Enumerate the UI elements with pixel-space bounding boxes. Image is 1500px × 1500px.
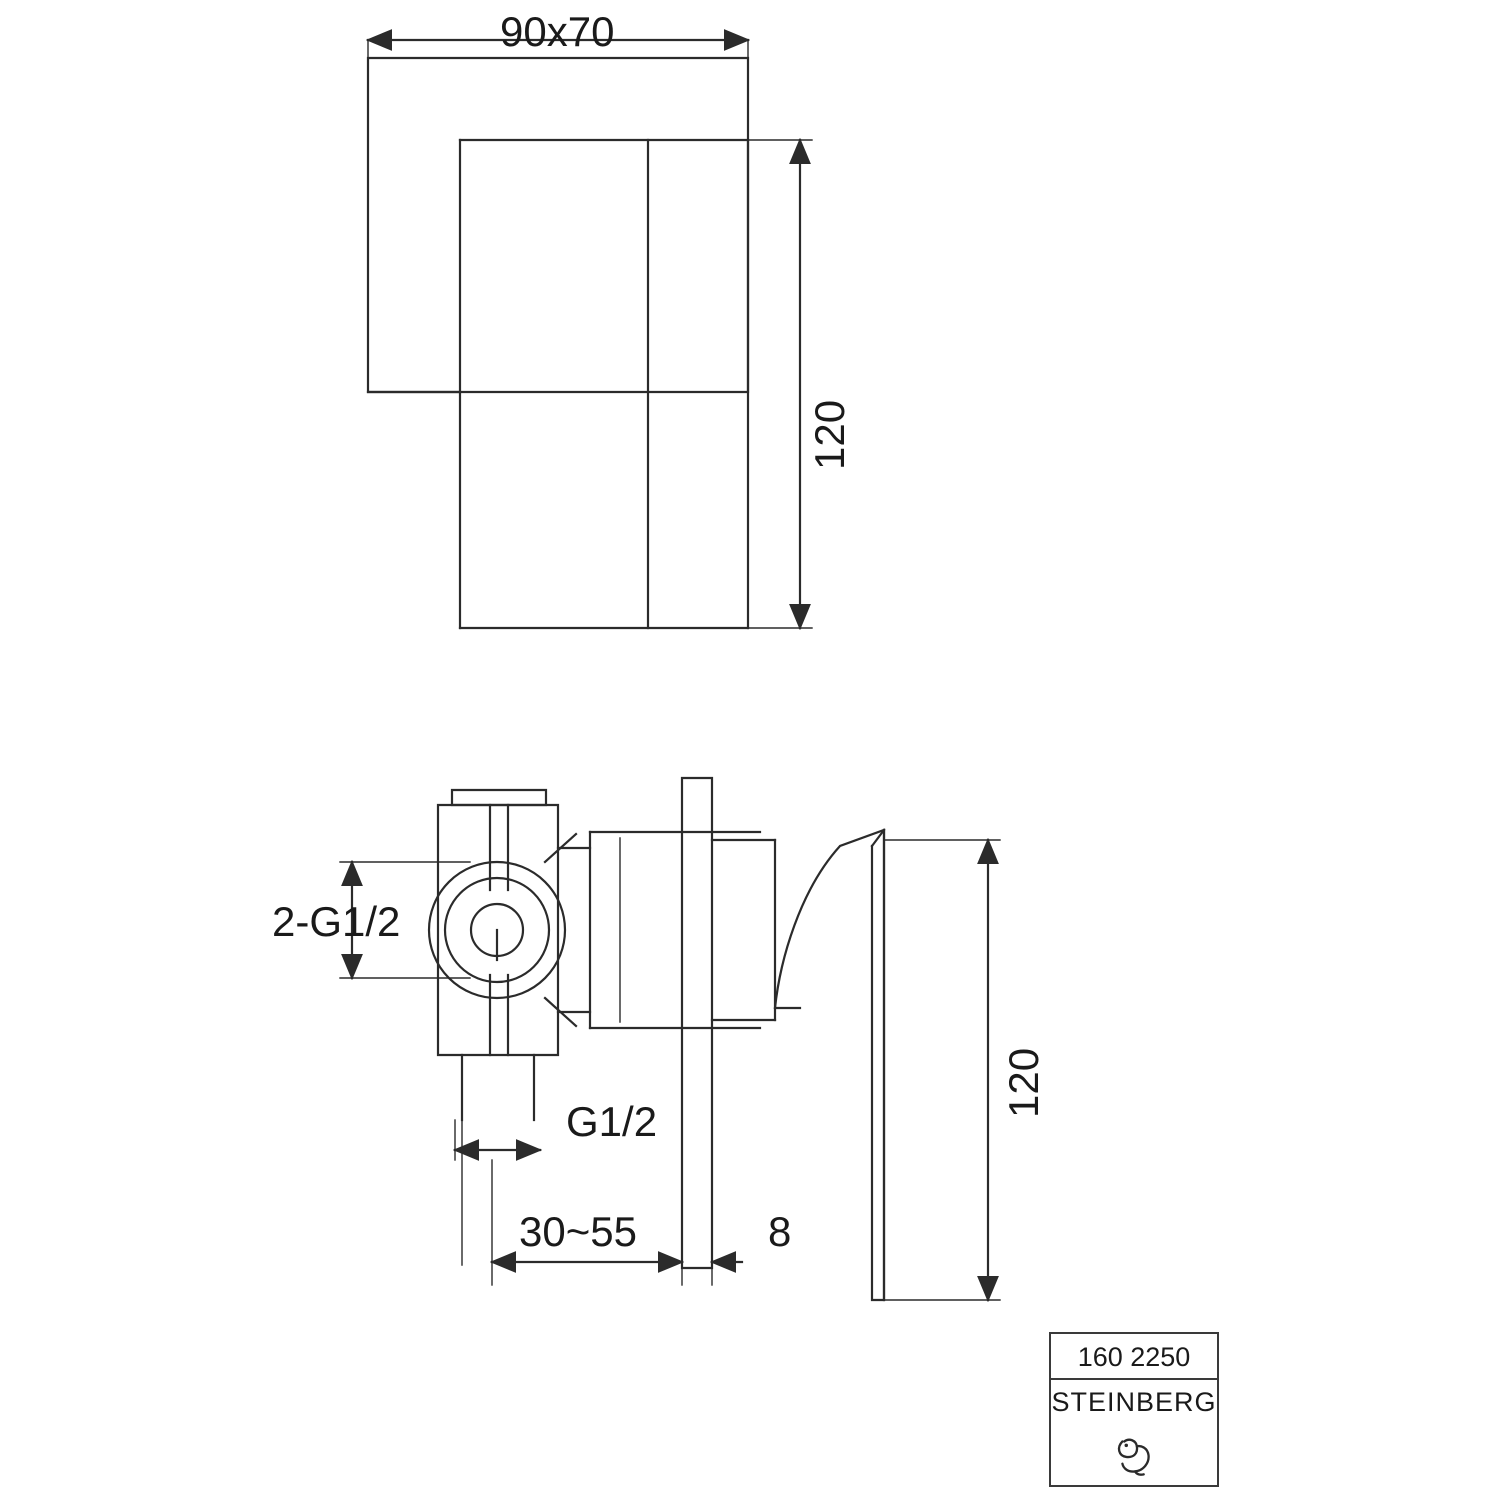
dimension-label-side-height: 120 <box>1000 1047 1047 1118</box>
dimension-label-top-width: 90x70 <box>500 8 615 55</box>
dimension-label-depth-range: 30~55 <box>519 1208 637 1255</box>
dimension-thread-one <box>455 1120 540 1160</box>
steinberg-swan-logo-icon <box>1105 1426 1163 1484</box>
title-block <box>1049 1332 1219 1487</box>
dimension-label-top-height: 120 <box>806 399 853 470</box>
dimension-side-height <box>884 840 1000 1300</box>
brand-name: STEINBERG <box>1051 1387 1217 1417</box>
product-code: 160 2250 <box>1051 1334 1217 1380</box>
dimension-label-thread-two: 2-G1/2 <box>272 898 401 945</box>
dimension-top-height <box>748 140 812 628</box>
side-view-geometry <box>429 778 884 1300</box>
dimension-label-wall-plate: 8 <box>768 1208 792 1255</box>
top-view-geometry <box>368 58 748 628</box>
dimension-wall-plate <box>712 1190 742 1285</box>
dimension-label-thread-one: G1/2 <box>566 1098 658 1145</box>
